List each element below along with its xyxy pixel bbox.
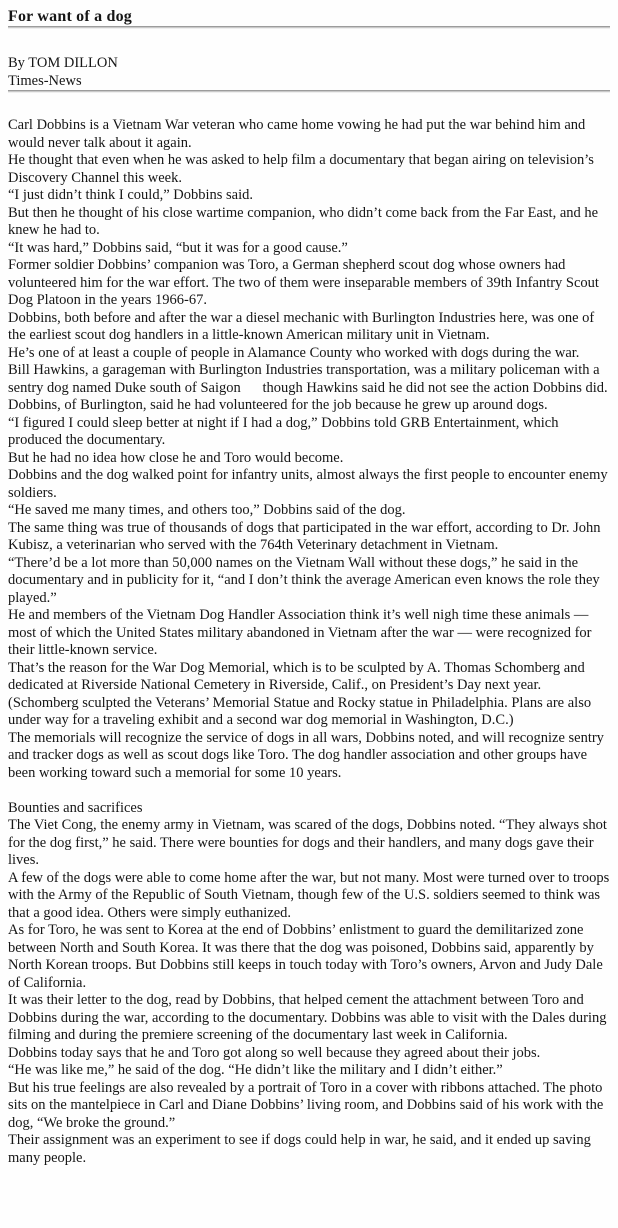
- article-paragraph: A few of the dogs were able to come home after the war, but not many. Most were turned over to troops with the Army of the Republic of South Vietnam, though few of the U.S. soldiers seemed to think was that a good idea. Others were simply euthanized.: [8, 869, 610, 921]
- article-paragraph: But he had no idea how close he and Toro would become.: [8, 449, 344, 466]
- article-paragraph: He and members of the Vietnam Dog Handler Association think it’s well nigh time these animals — most of which the United States military abandoned in Vietnam after the war — were recognized for their little-known service.: [8, 607, 592, 658]
- divider-top: [8, 26, 610, 29]
- article-paragraph: Former soldier Dobbins’ companion was Toro, a German shepherd scout dog whose owners had volunteered him for the war effort. The two of them were inseparable members of 39th Infantry Scout Dog Platoon in the years 1966-67.: [8, 257, 599, 308]
- article-paragraph: “He was like me,” he said of the dog. “He didn’t like the military and I didn’t either.”: [8, 1062, 503, 1078]
- byline-block: [8, 55, 610, 90]
- article-paragraph: Dobbins and the dog walked point for infantry units, almost always the first people to encounter enemy soldiers.: [8, 467, 608, 501]
- article-paragraph: He’s one of at least a couple of people in Alamance County who worked with dogs during the war.: [8, 344, 580, 361]
- byline-publication: Times-News: [8, 72, 82, 89]
- blank-line: [8, 782, 610, 800]
- article-title: For want of a dog: [8, 8, 132, 25]
- article-paragraph: Bill Hawkins, a garageman with Burlington Industries transportation, was a military policeman with a sentry dog named Duke south of Saigon though Hawkins said he did not see the action Dobbins did.: [8, 362, 608, 396]
- section-heading: Bounties and sacrifices: [8, 799, 143, 816]
- article-body: [8, 117, 610, 1167]
- article-paragraph: “He saved me many times, and others too,” Dobbins said of the dog.: [8, 502, 406, 518]
- article-paragraph: But his true feelings are also revealed by a portrait of Toro in a cover with ribbons attached. The photo sits on the mantelpiece in Carl and Diane Dobbins’ living room, and Dobbins said of his work with the dog, “We broke the ground.”: [8, 1079, 604, 1131]
- article-paragraph: “I just didn’t think I could,” Dobbins said.: [8, 187, 253, 203]
- article-paragraph: Carl Dobbins is a Vietnam War veteran who came home vowing he had put the war behind him and would never talk about it again.: [8, 117, 586, 151]
- article-paragraph: Their assignment was an experiment to see if dogs could help in war, he said, and it ended up saving many people.: [8, 1132, 591, 1166]
- article-paragraph: Dobbins today says that he and Toro got along so well because they agreed about their jobs.: [8, 1044, 541, 1061]
- article-paragraph: As for Toro, he was sent to Korea at the end of Dobbins’ enlistment to guard the demilitarized zone between North and South Korea. It was there that the dog was poisoned, Dobbins said, apparently by North Korean troops. But Dobbins still keeps in touch today with Toro’s owners, Arvon and Judy Dale of California.: [8, 922, 603, 991]
- article-paragraph: But then he thought of his close wartime companion, who didn’t come back from the Far East, and he knew he had to.: [8, 204, 599, 238]
- article-paragraph: It was their letter to the dog, read by Dobbins, that helped cement the attachment between Toro and Dobbins during the war, according to the documentary. Dobbins was able to visit with the Dales during filming and during the premiere screening of the documentary last week in California.: [8, 992, 607, 1043]
- article-paragraph: The Viet Cong, the enemy army in Vietnam, was scared of the dogs, Dobbins noted. “They always shot for the dog first,” he said. There were bounties for dogs and their handlers, and many dogs gave their lives.: [8, 817, 607, 868]
- article-paragraph: “It was hard,” Dobbins said, “but it was for a good cause.”: [8, 239, 348, 256]
- article-paragraph: That’s the reason for the War Dog Memorial, which is to be sculpted by A. Thomas Schomberg and dedicated at Riverside National Cemetery in Riverside, Calif., on President’s Day next year. (Schomberg sculpted the Veterans’ Memorial Statue and Rocky statue in Philadelphia. Plans are also under way for a traveling exhibit and a second war dog memorial in Washington, D.C.): [8, 659, 592, 728]
- byline-author: By TOM DILLON: [8, 55, 118, 71]
- article-paragraph: Dobbins, of Burlington, said he had volunteered for the job because he grew up around dogs.: [8, 397, 548, 413]
- article-paragraph: “There’d be a lot more than 50,000 names on the Vietnam Wall without these dogs,” he said in the documentary and in publicity for it, “and I don’t think the average American even knows the role they played.”: [8, 554, 600, 606]
- article-paragraph: Dobbins, both before and after the war a diesel mechanic with Burlington Industries here, was one of the earliest scout dog handlers in a little-known American military unit in Vietnam.: [8, 309, 595, 343]
- divider-byline: [8, 90, 610, 93]
- article-paragraph: The memorials will recognize the service of dogs in all wars, Dobbins noted, and will recognize sentry and tracker dogs as well as scout dogs like Toro. The dog handler association and other groups have been working toward such a memorial for some 10 years.: [8, 729, 604, 781]
- article-paragraph: “I figured I could sleep better at night if I had a dog,” Dobbins told GRB Entertainment, which produced the documentary.: [8, 414, 559, 448]
- article-paragraph: The same thing was true of thousands of dogs that participated in the war effort, according to Dr. John Kubisz, a veterinarian who served with the 764th Veterinary detachment in Vietnam.: [8, 519, 601, 553]
- article-paragraph: He thought that even when he was asked to help film a documentary that began airing on television’s Discovery Channel this week.: [8, 152, 594, 186]
